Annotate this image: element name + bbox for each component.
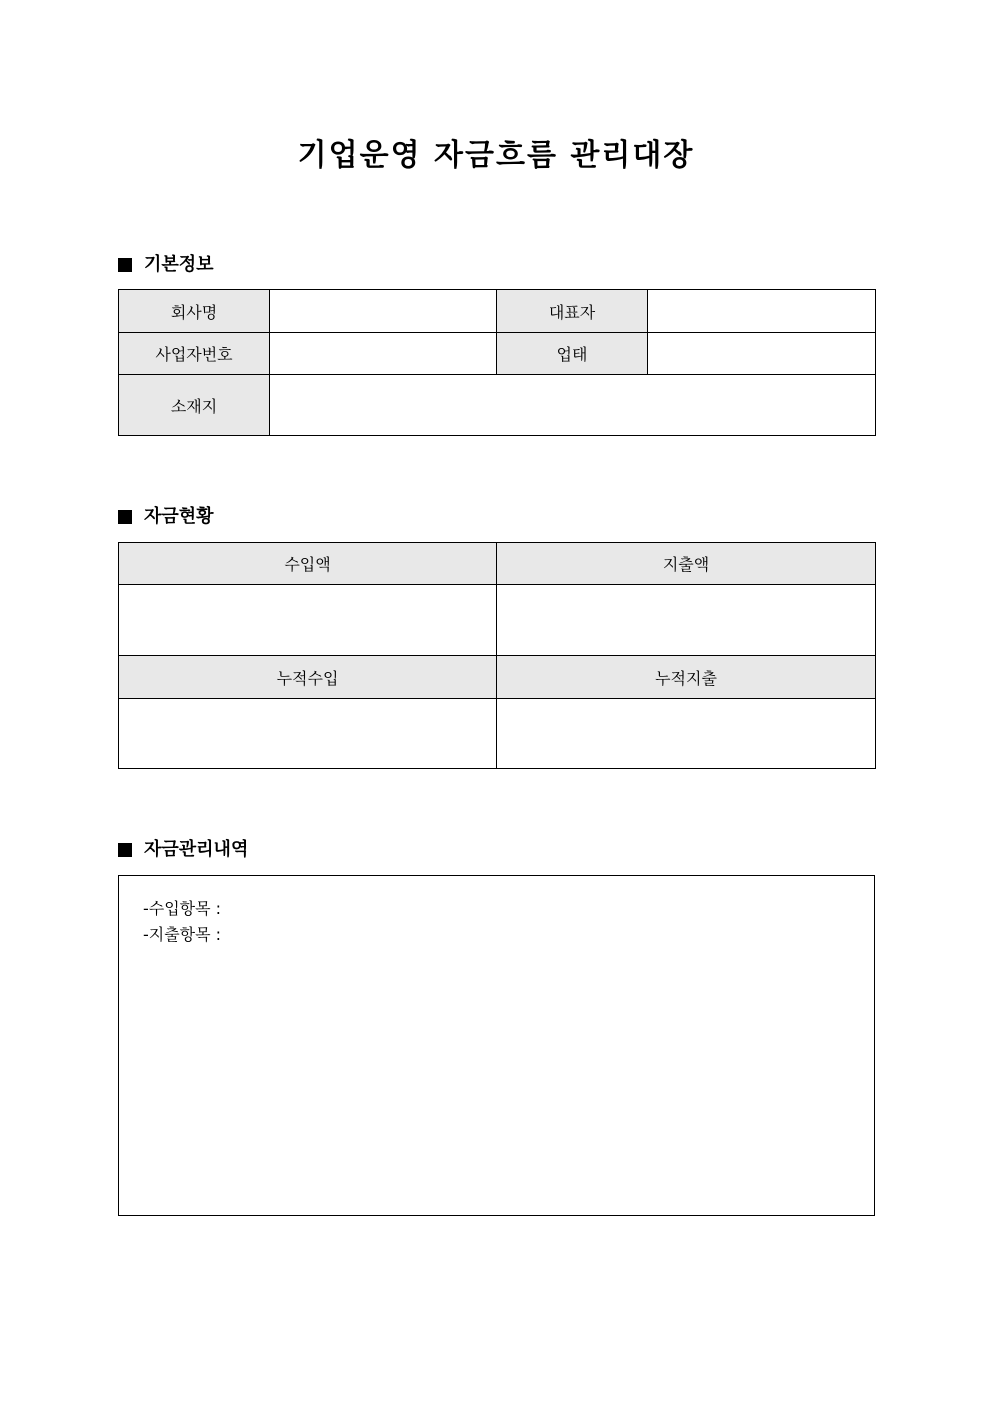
representative-field[interactable] bbox=[648, 290, 876, 333]
company-name-field[interactable] bbox=[270, 290, 497, 333]
section-heading-fund-details bbox=[118, 837, 248, 863]
cumulative-expense-label: 누적지출 bbox=[497, 656, 876, 699]
business-type-field[interactable] bbox=[648, 333, 876, 375]
section-heading-label: 자금현황 bbox=[144, 506, 214, 527]
black-square-icon bbox=[118, 258, 132, 272]
fund-status-table bbox=[118, 542, 876, 769]
section-heading-fund-status bbox=[118, 504, 214, 530]
expense-field[interactable] bbox=[497, 585, 876, 656]
address-label: 소재지 bbox=[119, 375, 270, 436]
black-square-icon bbox=[118, 510, 132, 524]
cumulative-income-label: 누적수입 bbox=[119, 656, 497, 699]
income-label: 수입액 bbox=[119, 543, 497, 585]
income-items-line: -수입항목 : bbox=[143, 899, 222, 918]
cumulative-income-field[interactable] bbox=[119, 699, 497, 769]
page-title: 기업운영 자금흐름 관리대장 bbox=[297, 138, 695, 173]
business-type-label: 업태 bbox=[497, 333, 648, 375]
section-heading-label: 기본정보 bbox=[144, 254, 214, 275]
memo-lines bbox=[143, 896, 221, 948]
expense-label: 지출액 bbox=[497, 543, 876, 585]
black-square-icon bbox=[118, 843, 132, 857]
company-name-label: 회사명 bbox=[119, 290, 270, 333]
business-number-field[interactable] bbox=[270, 333, 497, 375]
address-field[interactable] bbox=[270, 375, 876, 436]
section-heading-basic-info bbox=[118, 252, 214, 278]
expense-items-line: -지출항목 : bbox=[143, 925, 222, 944]
basic-info-table bbox=[118, 289, 876, 436]
business-number-label: 사업자번호 bbox=[119, 333, 270, 375]
income-field[interactable] bbox=[119, 585, 497, 656]
section-heading-label: 자금관리내역 bbox=[144, 839, 249, 860]
fund-details-memo-box[interactable] bbox=[118, 875, 875, 1216]
representative-label: 대표자 bbox=[497, 290, 648, 333]
cumulative-expense-field[interactable] bbox=[497, 699, 876, 769]
